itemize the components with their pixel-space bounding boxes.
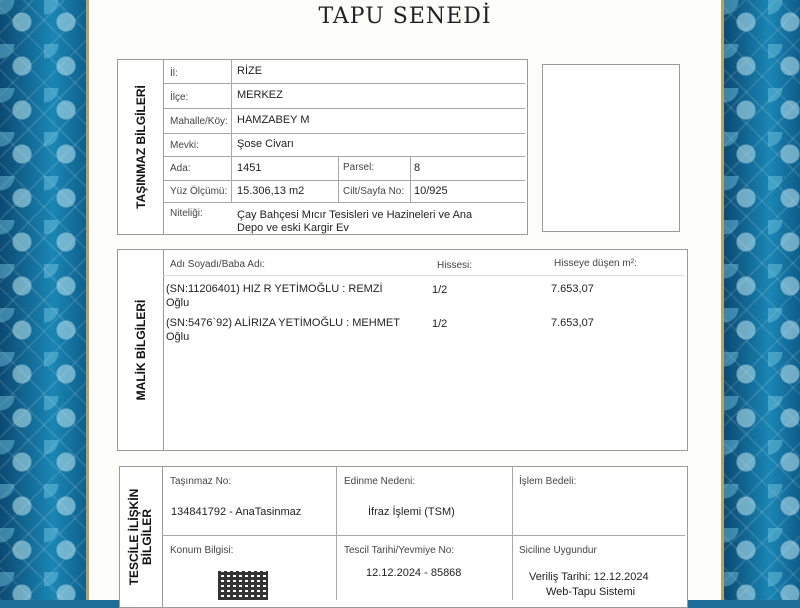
parsel-label: Parsel: xyxy=(343,162,375,173)
qr-code-icon[interactable] xyxy=(218,571,268,600)
malik-row-2-share: 1/2 xyxy=(432,318,448,330)
gold-frame-right xyxy=(721,0,724,600)
tescil-tarihi-label: Tescil Tarihi/Yevmiye No: xyxy=(344,545,455,556)
edinme-label: Edinme Nedeni: xyxy=(344,476,416,487)
konum-label: Konum Bilgisi: xyxy=(170,545,234,556)
ilce-label: İlçe: xyxy=(170,92,189,103)
niteligi-value-line2: Depo ve eski Kargir Ev xyxy=(237,222,349,234)
yuzolcumu-value: 15.306,13 m2 xyxy=(237,185,305,197)
decorative-border-right xyxy=(724,0,800,600)
malik-row-2-father: Oğlu xyxy=(166,331,190,343)
mevki-value: Şose Civarı xyxy=(237,138,294,150)
niteligi-label: Niteliği: xyxy=(170,208,203,219)
web-tapu-label: Web-Tapu Sistemi xyxy=(546,586,636,598)
document-title: TAPU SENEDİ xyxy=(318,4,492,29)
malik-row-2-area: 7.653,07 xyxy=(551,317,594,329)
tasinmaz-no-label: Taşınmaz No: xyxy=(170,476,232,487)
malik-row-1-father: Oğlu xyxy=(166,297,190,309)
mevki-label: Mevki: xyxy=(170,140,199,151)
tasinmaz-section-label: TAŞINMAZ BİLGİLERİ xyxy=(118,60,164,234)
edinme-value: İfraz İşlemi (TSM) xyxy=(368,506,455,518)
verilis-tarihi: Veriliş Tarihi: 12.12.2024 xyxy=(529,571,649,583)
ada-label: Ada: xyxy=(170,163,191,174)
sicil-label: Siciline Uygundur xyxy=(519,545,597,556)
malik-col-name: Adı Soyadı/Baba Adı: xyxy=(170,259,266,270)
ada-value: 1451 xyxy=(237,162,262,174)
mahalle-label: Mahalle/Köy: xyxy=(170,116,228,127)
il-value: RİZE xyxy=(237,65,263,77)
cilt-label: Cilt/Sayfa No: xyxy=(343,186,405,197)
tescil-section-label: TESCİLE İLİŞKİN BİLGİLER xyxy=(120,467,163,607)
parsel-value: 8 xyxy=(414,162,421,174)
mahalle-value: HAMZABEY M xyxy=(237,114,310,126)
niteligi-value-line1: Çay Bahçesi Mıcır Tesisleri ve Hazineleri ve Ana xyxy=(237,209,473,221)
gold-frame-left xyxy=(86,0,89,600)
malik-row-1-area: 7.653,07 xyxy=(551,283,594,295)
malik-panel xyxy=(117,249,688,451)
decorative-border-left xyxy=(0,0,88,600)
malik-col-share: Hissesi: xyxy=(437,260,473,271)
malik-col-area: Hisseye düşen m²: xyxy=(554,258,637,269)
cilt-value: 10/925 xyxy=(414,185,448,197)
tescil-tarihi-value: 12.12.2024 - 85868 xyxy=(366,567,462,579)
malik-row-1-name: (SN:11206401) HIZ R YETİMOĞLU : REMZİ xyxy=(166,283,383,295)
malik-section-label: MALİK BİLGİLERİ xyxy=(118,250,164,450)
yuzolcumu-label: Yüz Ölçümü: xyxy=(170,186,228,197)
tasinmaz-no-value: 134841792 - AnaTasinmaz xyxy=(171,506,302,518)
photo-box xyxy=(542,64,680,232)
islem-bedeli-label: İşlem Bedeli: xyxy=(519,476,577,487)
malik-row-1-share: 1/2 xyxy=(432,284,448,296)
ilce-value: MERKEZ xyxy=(237,89,283,101)
il-label: İl: xyxy=(170,68,178,79)
malik-row-2-name: (SN:5476`92) ALİRIZA YETİMOĞLU : MEHMET xyxy=(166,317,400,329)
